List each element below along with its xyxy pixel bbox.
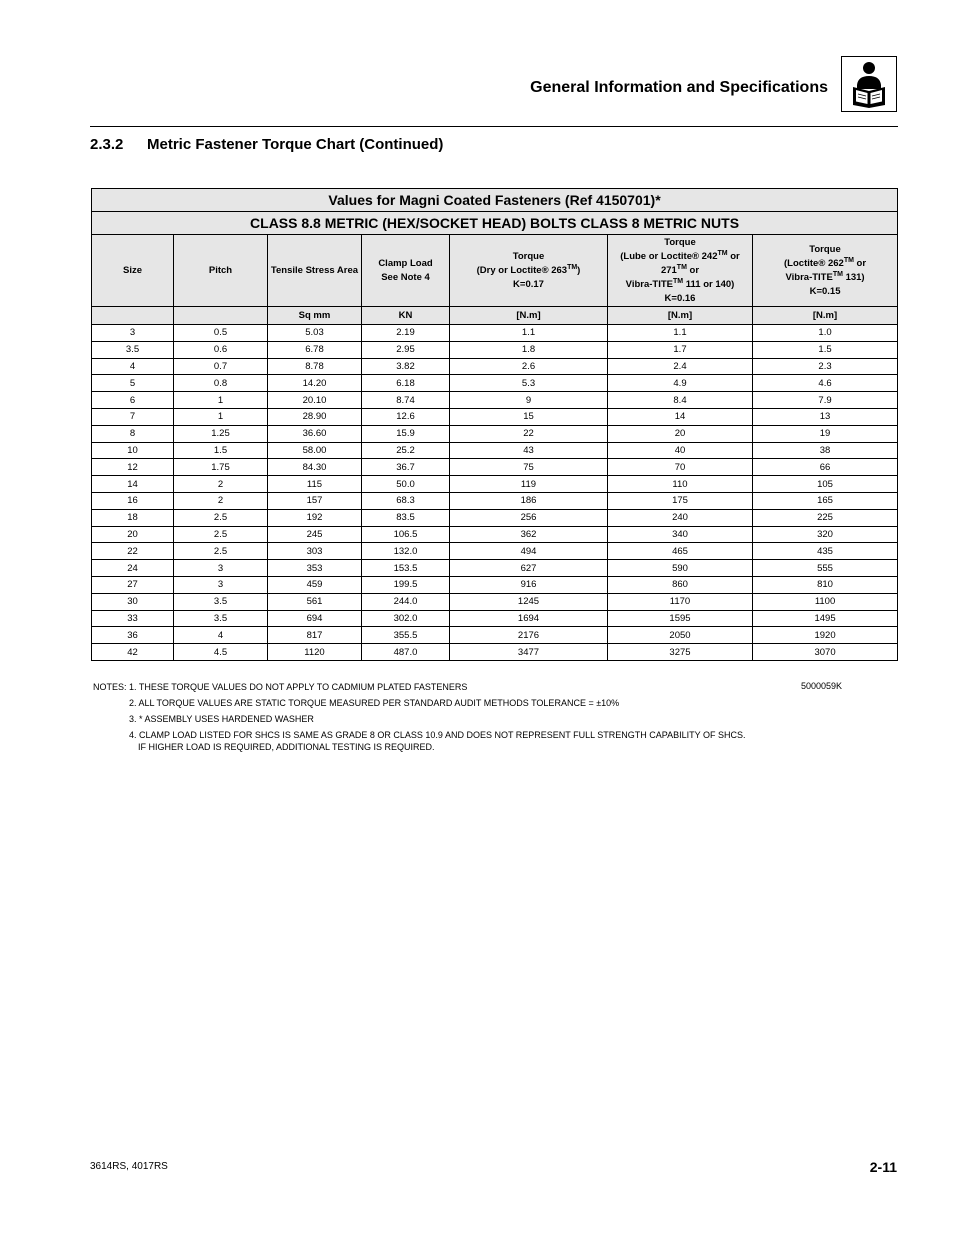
cell-clamp-load: 106.5 xyxy=(362,526,450,543)
cell-clamp-load: 36.7 xyxy=(362,459,450,476)
clamp-line1: Clamp Load xyxy=(378,257,433,269)
torque-table xyxy=(91,188,898,661)
unit-tensile: Sq mm xyxy=(268,307,362,325)
cell-torque-lube: 1170 xyxy=(608,593,753,610)
manual-reader-icon xyxy=(841,56,897,112)
table-row xyxy=(92,375,898,392)
cell-tensile-stress-area: 245 xyxy=(268,526,362,543)
cell-pitch: 2 xyxy=(174,492,268,509)
col-header-pitch: Pitch xyxy=(174,235,268,307)
loc-line3-end: 131) xyxy=(842,271,865,283)
notes xyxy=(93,681,746,753)
cell-clamp-load: 68.3 xyxy=(362,492,450,509)
cell-clamp-load: 15.9 xyxy=(362,425,450,442)
cell-torque-lube: 240 xyxy=(608,509,753,526)
cell-clamp-load: 3.82 xyxy=(362,358,450,375)
cell-torque-loctite: 38 xyxy=(753,442,898,459)
cell-clamp-load: 83.5 xyxy=(362,509,450,526)
cell-size: 5 xyxy=(92,375,174,392)
cell-pitch: 1 xyxy=(174,392,268,409)
cell-clamp-load: 132.0 xyxy=(362,543,450,560)
cell-pitch: 2.5 xyxy=(174,526,268,543)
cell-torque-dry: 3477 xyxy=(450,644,608,661)
table-row xyxy=(92,325,898,342)
loc-line4: K=0.15 xyxy=(809,285,841,297)
table-row xyxy=(92,358,898,375)
cell-torque-lube: 1.1 xyxy=(608,325,753,342)
cell-tensile-stress-area: 303 xyxy=(268,543,362,560)
cell-tensile-stress-area: 14.20 xyxy=(268,375,362,392)
lube-line2-end: or xyxy=(727,250,740,262)
dry-line2-text: (Dry or Loctite® 263 xyxy=(476,264,568,276)
table-row xyxy=(92,408,898,425)
table-row xyxy=(92,492,898,509)
cell-clamp-load: 355.5 xyxy=(362,627,450,644)
lube-line1: Torque xyxy=(664,236,696,248)
cell-torque-loctite: 13 xyxy=(753,408,898,425)
cell-torque-dry: 186 xyxy=(450,492,608,509)
table-row xyxy=(92,476,898,493)
cell-torque-dry: 256 xyxy=(450,509,608,526)
col-header-torque-dry xyxy=(450,235,608,307)
cell-torque-loctite: 1.5 xyxy=(753,341,898,358)
table-row xyxy=(92,392,898,409)
cell-clamp-load: 244.0 xyxy=(362,593,450,610)
cell-torque-loctite: 19 xyxy=(753,425,898,442)
dry-line2 xyxy=(450,264,607,278)
table-row xyxy=(92,644,898,661)
cell-clamp-load: 153.5 xyxy=(362,560,450,577)
dry-line2-sup: TM xyxy=(567,263,578,271)
cell-size: 4 xyxy=(92,358,174,375)
cell-size: 7 xyxy=(92,408,174,425)
cell-size: 6 xyxy=(92,392,174,409)
cell-torque-lube: 175 xyxy=(608,492,753,509)
table-body xyxy=(92,325,898,661)
lube-line4-end: 111 or 140) xyxy=(683,278,735,290)
cell-size: 27 xyxy=(92,576,174,593)
cell-size: 14 xyxy=(92,476,174,493)
cell-pitch: 0.5 xyxy=(174,325,268,342)
cell-torque-loctite: 2.3 xyxy=(753,358,898,375)
cell-clamp-load: 302.0 xyxy=(362,610,450,627)
cell-clamp-load: 2.95 xyxy=(362,341,450,358)
col-header-torque-lube xyxy=(608,235,753,307)
col-header-tensile: Tensile Stress Area xyxy=(268,235,362,307)
cell-size: 3.5 xyxy=(92,341,174,358)
cell-torque-lube: 2.4 xyxy=(608,358,753,375)
cell-clamp-load: 8.74 xyxy=(362,392,450,409)
cell-torque-loctite: 165 xyxy=(753,492,898,509)
cell-size: 16 xyxy=(92,492,174,509)
cell-torque-lube: 590 xyxy=(608,560,753,577)
cell-pitch: 1.75 xyxy=(174,459,268,476)
lube-line4 xyxy=(608,278,752,292)
cell-torque-loctite: 1920 xyxy=(753,627,898,644)
cell-torque-lube: 1.7 xyxy=(608,341,753,358)
cell-torque-lube: 70 xyxy=(608,459,753,476)
lube-line5: K=0.16 xyxy=(664,292,696,304)
cell-torque-loctite: 225 xyxy=(753,509,898,526)
section-title: Metric Fastener Torque Chart (Continued) xyxy=(147,136,444,153)
table-row xyxy=(92,459,898,476)
cell-pitch: 3 xyxy=(174,576,268,593)
cell-size: 42 xyxy=(92,644,174,661)
cell-tensile-stress-area: 459 xyxy=(268,576,362,593)
cell-torque-dry: 627 xyxy=(450,560,608,577)
lube-line3-end: or xyxy=(686,264,700,276)
cell-tensile-stress-area: 561 xyxy=(268,593,362,610)
note-4-continued: IF HIGHER LOAD IS REQUIRED, ADDITIONAL TESTING IS REQUIRED. xyxy=(138,742,435,752)
cell-clamp-load: 25.2 xyxy=(362,442,450,459)
note-4: 4. CLAMP LOAD LISTED FOR SHCS IS SAME AS GRADE 8 OR CLASS 10.9 AND DOES NOT REPRESENT FULL STRENGTH CAPABILITY OF SHCS. xyxy=(129,730,746,740)
cell-tensile-stress-area: 20.10 xyxy=(268,392,362,409)
cell-torque-lube: 4.9 xyxy=(608,375,753,392)
cell-torque-dry: 1245 xyxy=(450,593,608,610)
cell-torque-lube: 8.4 xyxy=(608,392,753,409)
cell-clamp-load: 6.18 xyxy=(362,375,450,392)
loc-line1: Torque xyxy=(809,243,841,255)
lube-line2-sup: TM xyxy=(717,249,728,257)
cell-torque-loctite: 66 xyxy=(753,459,898,476)
cell-tensile-stress-area: 6.78 xyxy=(268,341,362,358)
unit-torque-loctite: [N.m] xyxy=(753,307,898,325)
cell-torque-dry: 362 xyxy=(450,526,608,543)
loc-line3-text: Vibra-TITE xyxy=(785,271,833,283)
cell-torque-dry: 75 xyxy=(450,459,608,476)
table-row xyxy=(92,341,898,358)
lube-line3-sup: TM xyxy=(676,263,687,271)
cell-pitch: 0.8 xyxy=(174,375,268,392)
cell-size: 8 xyxy=(92,425,174,442)
cell-tensile-stress-area: 8.78 xyxy=(268,358,362,375)
cell-pitch: 0.7 xyxy=(174,358,268,375)
cell-size: 10 xyxy=(92,442,174,459)
table-row xyxy=(92,509,898,526)
cell-tensile-stress-area: 58.00 xyxy=(268,442,362,459)
table-row xyxy=(92,526,898,543)
loc-line2 xyxy=(753,257,897,271)
cell-pitch: 2.5 xyxy=(174,543,268,560)
cell-torque-lube: 3275 xyxy=(608,644,753,661)
table-row xyxy=(92,610,898,627)
cell-torque-dry: 1.8 xyxy=(450,341,608,358)
dry-line2-end: ) xyxy=(577,264,581,276)
cell-torque-lube: 860 xyxy=(608,576,753,593)
cell-torque-lube: 465 xyxy=(608,543,753,560)
reference-code: 5000059K xyxy=(801,681,843,691)
cell-pitch: 4 xyxy=(174,627,268,644)
loc-line2-end: or xyxy=(853,257,867,269)
cell-torque-dry: 1.1 xyxy=(450,325,608,342)
section-number: 2.3.2 xyxy=(90,136,124,153)
col-header-size: Size xyxy=(92,235,174,307)
unit-clamp: KN xyxy=(362,307,450,325)
cell-torque-lube: 340 xyxy=(608,526,753,543)
cell-size: 22 xyxy=(92,543,174,560)
table-row xyxy=(92,543,898,560)
loc-line2-text: (Loctite® 262 xyxy=(784,257,844,269)
cell-torque-dry: 43 xyxy=(450,442,608,459)
cell-pitch: 2.5 xyxy=(174,509,268,526)
cell-size: 20 xyxy=(92,526,174,543)
cell-torque-loctite: 7.9 xyxy=(753,392,898,409)
lube-line3-text: 271 xyxy=(660,264,677,276)
cell-torque-loctite: 1.0 xyxy=(753,325,898,342)
cell-torque-dry: 119 xyxy=(450,476,608,493)
cell-torque-loctite: 1495 xyxy=(753,610,898,627)
loc-line3-sup: TM xyxy=(832,270,843,278)
cell-torque-dry: 2.6 xyxy=(450,358,608,375)
footer-models: 3614RS, 4017RS xyxy=(90,1161,168,1172)
cell-pitch: 3.5 xyxy=(174,610,268,627)
note-1: NOTES: 1. THESE TORQUE VALUES DO NOT APPLY TO CADMIUM PLATED FASTENERS xyxy=(93,682,468,692)
cell-pitch: 2 xyxy=(174,476,268,493)
cell-clamp-load: 2.19 xyxy=(362,325,450,342)
cell-tensile-stress-area: 5.03 xyxy=(268,325,362,342)
table-subtitle: CLASS 8.8 METRIC (HEX/SOCKET HEAD) BOLTS CLASS 8 METRIC NUTS xyxy=(92,212,898,235)
note-2: 2. ALL TORQUE VALUES ARE STATIC TORQUE MEASURED PER STANDARD AUDIT METHODS TOLERANCE = ±10% xyxy=(129,698,620,708)
cell-torque-lube: 110 xyxy=(608,476,753,493)
cell-tensile-stress-area: 36.60 xyxy=(268,425,362,442)
unit-torque-dry: [N.m] xyxy=(450,307,608,325)
cell-tensile-stress-area: 115 xyxy=(268,476,362,493)
cell-torque-lube: 1595 xyxy=(608,610,753,627)
page-number: 2-11 xyxy=(869,1159,897,1175)
cell-tensile-stress-area: 157 xyxy=(268,492,362,509)
dry-line1: Torque xyxy=(512,250,545,262)
cell-torque-loctite: 435 xyxy=(753,543,898,560)
cell-torque-loctite: 320 xyxy=(753,526,898,543)
cell-tensile-stress-area: 84.30 xyxy=(268,459,362,476)
page-header-title: General Information and Specifications xyxy=(530,79,828,96)
cell-tensile-stress-area: 28.90 xyxy=(268,408,362,425)
cell-pitch: 3.5 xyxy=(174,593,268,610)
cell-torque-lube: 20 xyxy=(608,425,753,442)
cell-pitch: 1.5 xyxy=(174,442,268,459)
cell-torque-loctite: 1100 xyxy=(753,593,898,610)
col-header-clamp xyxy=(362,235,450,307)
cell-torque-dry: 5.3 xyxy=(450,375,608,392)
cell-size: 33 xyxy=(92,610,174,627)
lube-line2 xyxy=(608,250,752,264)
cell-torque-dry: 2176 xyxy=(450,627,608,644)
cell-torque-dry: 22 xyxy=(450,425,608,442)
unit-torque-lube: [N.m] xyxy=(608,307,753,325)
header-divider xyxy=(90,126,898,127)
cell-pitch: 1 xyxy=(174,408,268,425)
cell-torque-dry: 494 xyxy=(450,543,608,560)
cell-size: 18 xyxy=(92,509,174,526)
table-row xyxy=(92,560,898,577)
unit-pitch xyxy=(174,307,268,325)
col-header-torque-loctite xyxy=(753,235,898,307)
cell-pitch: 1.25 xyxy=(174,425,268,442)
lube-line3 xyxy=(608,264,752,278)
table-row xyxy=(92,576,898,593)
cell-torque-dry: 15 xyxy=(450,408,608,425)
lube-line4-text: Vibra-TITE xyxy=(625,278,673,290)
dry-line3: K=0.17 xyxy=(513,278,544,290)
table-row xyxy=(92,627,898,644)
cell-size: 30 xyxy=(92,593,174,610)
cell-torque-loctite: 555 xyxy=(753,560,898,577)
cell-size: 24 xyxy=(92,560,174,577)
cell-tensile-stress-area: 1120 xyxy=(268,644,362,661)
cell-tensile-stress-area: 817 xyxy=(268,627,362,644)
section-heading xyxy=(90,136,443,153)
cell-clamp-load: 50.0 xyxy=(362,476,450,493)
cell-size: 12 xyxy=(92,459,174,476)
cell-tensile-stress-area: 694 xyxy=(268,610,362,627)
cell-tensile-stress-area: 192 xyxy=(268,509,362,526)
cell-pitch: 0.6 xyxy=(174,341,268,358)
loc-line2-sup: TM xyxy=(843,256,854,264)
cell-torque-dry: 9 xyxy=(450,392,608,409)
note-3: 3. * ASSEMBLY USES HARDENED WASHER xyxy=(129,714,314,724)
cell-pitch: 4.5 xyxy=(174,644,268,661)
cell-size: 3 xyxy=(92,325,174,342)
cell-torque-lube: 2050 xyxy=(608,627,753,644)
clamp-line2: See Note 4 xyxy=(381,271,430,283)
cell-size: 36 xyxy=(92,627,174,644)
lube-line2-text: (Lube or Loctite® 242 xyxy=(620,250,718,262)
cell-torque-loctite: 105 xyxy=(753,476,898,493)
cell-torque-dry: 1694 xyxy=(450,610,608,627)
cell-torque-loctite: 3070 xyxy=(753,644,898,661)
cell-tensile-stress-area: 353 xyxy=(268,560,362,577)
cell-clamp-load: 487.0 xyxy=(362,644,450,661)
cell-torque-lube: 14 xyxy=(608,408,753,425)
table-row xyxy=(92,442,898,459)
unit-size xyxy=(92,307,174,325)
lube-line4-sup: TM xyxy=(673,277,684,285)
cell-torque-dry: 916 xyxy=(450,576,608,593)
cell-torque-loctite: 810 xyxy=(753,576,898,593)
cell-torque-lube: 40 xyxy=(608,442,753,459)
cell-torque-loctite: 4.6 xyxy=(753,375,898,392)
cell-pitch: 3 xyxy=(174,560,268,577)
cell-clamp-load: 199.5 xyxy=(362,576,450,593)
table-row xyxy=(92,593,898,610)
cell-clamp-load: 12.6 xyxy=(362,408,450,425)
table-title: Values for Magni Coated Fasteners (Ref 4150701)* xyxy=(92,189,898,212)
table-row xyxy=(92,425,898,442)
loc-line3 xyxy=(753,271,897,285)
